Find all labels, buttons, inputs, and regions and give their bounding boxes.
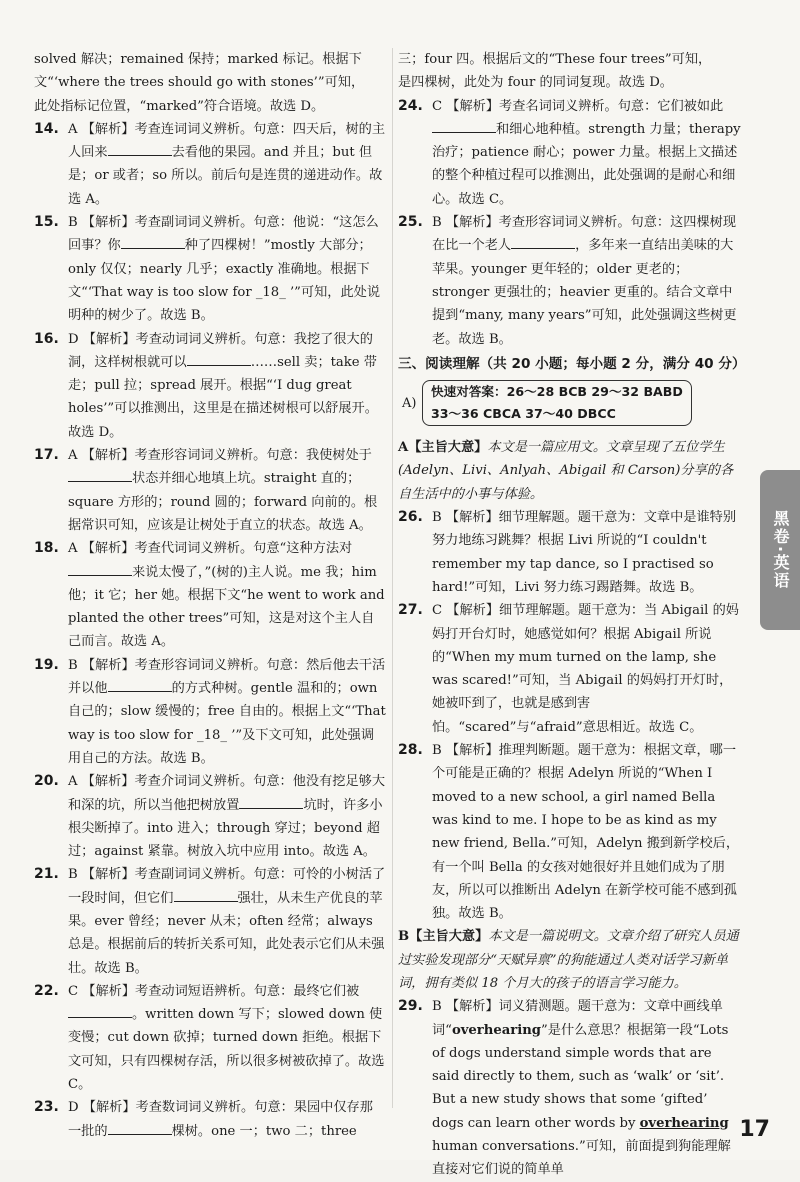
summary-a-text: 本文是一篇应用文。文章呈现了五位学生(Adelyn、Livi、Anlyah、Abigail 和 Carson)分享的各自生活中的小事与体验。 (398, 440, 734, 502)
item-number: 23. (34, 1099, 59, 1116)
answer-item-26 (398, 506, 742, 599)
item-text: B 【解析】考查副词词义辨析。句意：他说：“这怎么回事？你 (68, 215, 379, 254)
answer-blank (68, 1003, 132, 1018)
answer-blank (511, 234, 575, 249)
subject-side-tab: 黑卷·英语 (760, 470, 800, 630)
item-text-c: human conversations.”可知，前面提到狗能理解直接对它们说的简单单 (432, 1139, 731, 1178)
quick-answer-row (398, 380, 742, 432)
answer-blank (239, 794, 303, 809)
passage-tag: A) (402, 396, 417, 412)
item-text-after: 棵树。one 一；two 二；three (171, 1123, 357, 1139)
answer-item-23 (34, 1096, 386, 1143)
answer-item-22 (34, 980, 386, 1096)
right-intro-line-2: 是四棵树，此处为 four 的同词复现。故选 D。 (398, 75, 673, 91)
item-text-b: ”是什么意思？根据第一段“Lots of dogs understand simple words that are said directly to them, such as ‘walk’ or ‘sit’. But a new study shows that some ‘gifted’ dogs can learn other words by (432, 1022, 729, 1131)
target-word-underlined: overhearing (639, 1115, 729, 1131)
answer-item-21 (34, 863, 386, 979)
section-title: 三、阅读理解（共 20 小题；每小题 2 分，满分 40 分） (398, 355, 746, 372)
item-text-after: 种了四棵树！”mostly 大部分；only 仅仅；nearly 几乎；exactly 准确地。根据下文“‘That way is too slow for _18_ ’”可知，此处说明种的树少了。故选 B。 (68, 238, 381, 324)
summary-a (398, 436, 742, 506)
item-number: 20. (34, 773, 59, 790)
quick-answer-line-1: 26～28 BCB 29～32 BABD (506, 384, 683, 400)
left-intro-line-2: 文“‘where the trees should go with stones’”可知， (34, 75, 365, 91)
answer-blank (121, 234, 185, 249)
item-number: 16. (34, 330, 59, 347)
item-text-after: 的方式种树。gentle 温和的；own 自己的；slow 缓慢的；free 自由的。根据上文“‘That way is too slow for _18_ ’”及下文可知，此处强调用自己的方法。故选 B。 (68, 681, 386, 766)
item-number: 29. (398, 998, 423, 1015)
right-column (398, 48, 746, 1182)
answer-item-14 (34, 118, 386, 211)
answer-blank (108, 677, 172, 692)
item-text-after: ，多年来一直结出美味的大苹果。younger 更年轻的；older 更老的；stronger 更强壮的；heavier 更重的。结合文章中提到“many, many years”可知，此处强调这些树更老。故选 B。 (432, 238, 737, 347)
item-text: C 【解析】细节理解题。题干意为：当 Abigail 的妈妈打开台灯时，她感觉如何？根据 Abigail 所说的“When my mum turned on the lamp, she was scared!”可知，当 Abigail 的妈妈打开灯时，她被吓到了，也就是感到害怕。“scared”与“afraid”意思相近。故选 C。 (432, 603, 739, 735)
summary-a-lead: A【主旨大意】 (398, 440, 488, 456)
summary-b (398, 925, 742, 995)
answer-item-20 (34, 770, 386, 863)
answer-item-28 (398, 739, 742, 925)
page-number: 17 (739, 1117, 770, 1142)
item-text: A 【解析】考查连词词义辨析。句意：四天后，树的主人回来 (68, 121, 386, 161)
item-number: 27. (398, 602, 423, 619)
item-text: A 【解析】考查代词词义辨析。句意“这种方法对 (68, 541, 353, 557)
quick-answer-label: 快速对答案： (431, 384, 507, 400)
left-intro-line-3: 此处指标记位置，“marked”符合语境。故选 D。 (34, 98, 325, 114)
item-number: 14. (34, 120, 59, 137)
summary-b-text: 本文是一篇说明文。文章介绍了研究人员通过实验发现部分“天赋异禀”的狗能通过人类对话学习新单词，拥有类似 18 个月大的孩子的语言学习能力。 (398, 929, 739, 991)
left-intro-line-1: solved 解决；remained 保持；marked 标记。根据下 (34, 52, 362, 67)
answer-blank (174, 887, 238, 902)
answer-item-15 (34, 211, 386, 327)
item-number: 19. (34, 656, 59, 673)
item-text-a: B 【解析】词义猜测题。题干意为：文章中画线单词“ (432, 999, 723, 1038)
item-text: B 【解析】推理判断题。题干意为：根据文章，哪一个可能是正确的？根据 Adelyn 所说的“When I moved to a new school, a girl named Bella was kind to me. I hope to be as kind as my new friend, Bella.”可知，Adelyn 搬到新学校后，有一个叫 Bella 的女孩对她很好并且她们成为了朋友，所以可以推断出 Adelyn 在新学校可能不感到孤独。故选 B。 (432, 743, 740, 922)
item-text: C 【解析】考查名词词义辨析。句意：它们被如此 (432, 98, 724, 114)
quick-answer-box (422, 380, 692, 426)
item-text: B 【解析】考查副词词义辨析。句意：可怜的小树活了一段时间，但它们 (68, 867, 386, 906)
right-intro-line-1: 三；four 四。根据后文的“These four trees”可知， (398, 52, 712, 67)
left-column (34, 48, 386, 1143)
item-number: 21. (34, 866, 59, 883)
answer-item-29 (398, 995, 742, 1181)
item-number: 18. (34, 540, 59, 557)
item-text: B 【解析】考查形容词词义辨析。句意：然后他去干活并以他 (68, 657, 386, 697)
item-text: D 【解析】考查动词词义辨析。句意：我挖了很大的洞，这样树根就可以 (68, 331, 373, 370)
item-number: 26. (398, 509, 423, 526)
item-text: A 【解析】考查介词词义辨析。句意：他没有挖足够大和深的坑，所以当他把树放置 (68, 774, 386, 813)
answer-item-16 (34, 328, 386, 444)
item-text-after: 强壮，从未生产优良的苹果。ever 曾经；never 从未；often 经常；always 总是。根据前后的转折关系可知，此处表示它们从未强壮。故选 B。 (68, 890, 385, 976)
item-number: 25. (398, 214, 423, 231)
item-text: B 【解析】考查形容词词义辨析。句意：这四棵树现在比一个老人 (432, 215, 737, 254)
column-divider (392, 48, 393, 1108)
item-text-after: 和细心地种植。strength 力量；therapy 治疗；patience 耐心；power 力量。根据上文描述的整个种植过程可以推测出，此处强调的是耐心和细心。故选 C。 (432, 121, 741, 207)
quick-answer-line-2: 33～36 CBCA 37～40 DBCC (431, 406, 616, 422)
item-text-after: 坑时，许多小根尖断掉了。into 进入；through 穿过；beyond 超过；against 紧靠。树放入坑中应用 into。故选 A。 (68, 797, 383, 860)
answer-item-27 (398, 599, 742, 739)
item-number: 22. (34, 982, 59, 999)
answer-blank (187, 351, 251, 366)
answer-blank (108, 1120, 172, 1135)
answer-blank (68, 561, 132, 576)
item-number: 24. (398, 97, 423, 114)
item-number: 28. (398, 742, 423, 759)
answer-item-24 (398, 95, 742, 211)
item-text: D 【解析】考查数词词义辨析。句意：果园中仅存那一批的 (68, 1100, 373, 1139)
answer-blank (108, 141, 172, 156)
item-text-after: 去看他的果园。and 并且；but 但是；or 或者；so 所以。前后句是连贯的递进动作。故选 A。 (68, 145, 383, 207)
answer-item-19 (34, 654, 386, 770)
answer-blank (68, 467, 132, 482)
item-text-after: 。written down 写下；slowed down 使变慢；cut down 砍掉；turned down 拒绝。根据下文可知，只有四棵树存活，所以很多树被砍掉了。故选 C。 (68, 1007, 385, 1093)
item-text: A 【解析】考查形容词词义辨析。句意：我使树处于 (68, 448, 372, 464)
item-text-after: 来说太慢了，”(树的)主人说。me 我；him 他；it 它；her 她。根据下文“he went to work and planted the other trees”可知，这是对这个主人自己而言。故选 A。 (68, 564, 385, 650)
answer-item-17 (34, 444, 386, 537)
item-text-after: 状态并细心地填上坑。straight 直的；square 方形的；round 圆的；forward 向前的。根据常识可知，应该是让树处于直立的状态。故选 A。 (68, 471, 378, 533)
target-word: overhearing (451, 1022, 542, 1038)
item-text-after: ……sell 卖；take 带走；pull 拉；spread 展开。根据“‘I dug great holes’”可以推测出，这里是在描述树根可以舒展开。故选 D。 (68, 354, 378, 440)
item-number: 17. (34, 447, 59, 464)
answer-item-25 (398, 211, 742, 351)
answer-blank (432, 118, 496, 133)
item-text: C 【解析】考查动词短语辨析。句意：最终它们被 (68, 983, 360, 999)
summary-b-lead: B【主旨大意】 (398, 929, 489, 945)
item-number: 15. (34, 214, 59, 231)
item-text: B 【解析】细节理解题。题干意为：文章中是谁特别努力地练习跳舞？根据 Livi 所说的“I couldn't remember my tap dance, so I practised so hard!”可知，Livi 努力练习踢踏舞。故选 B。 (432, 510, 737, 595)
answer-item-18 (34, 537, 386, 653)
